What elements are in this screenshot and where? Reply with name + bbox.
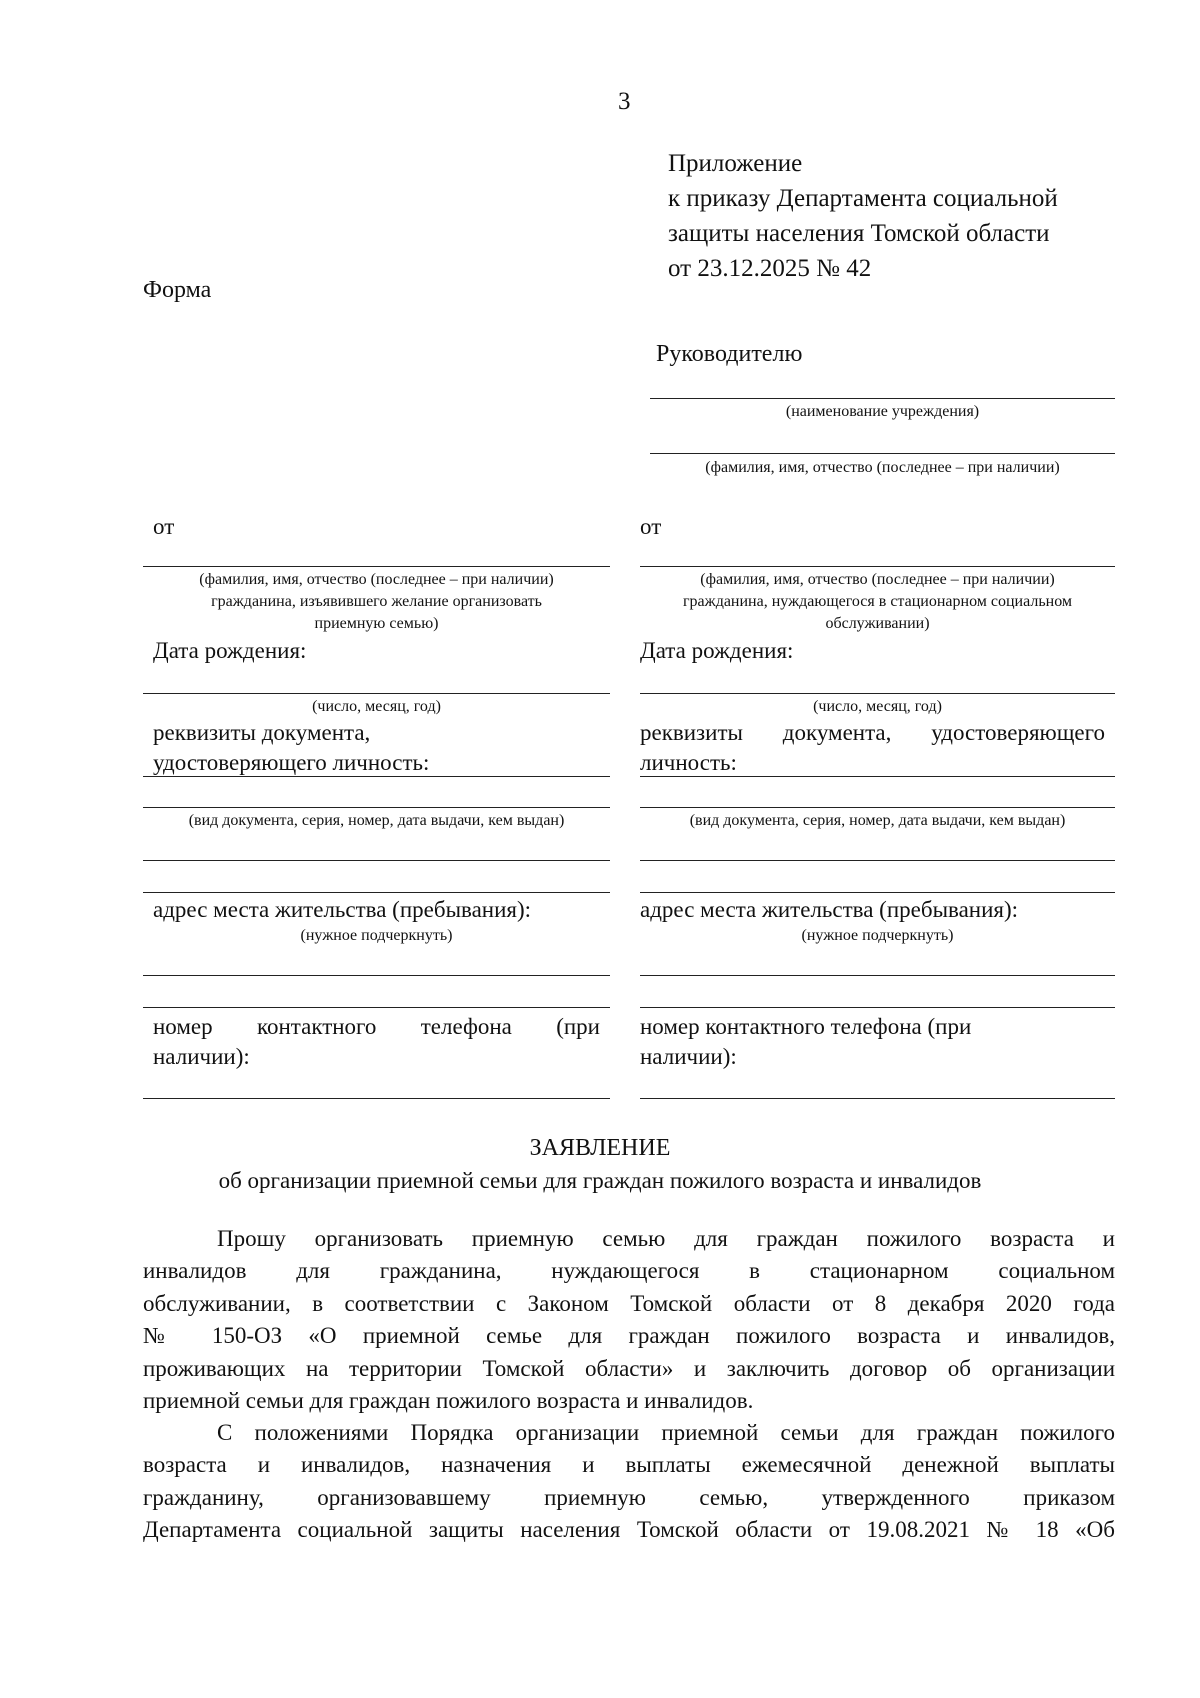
left-birth-caption: (число, месяц, год) (312, 698, 441, 715)
left-from-label: от (153, 514, 175, 539)
caption-line: гражданина, изъявившего желание организовать (211, 593, 542, 610)
right-fio-caption (640, 569, 1115, 635)
right-address-label: адрес места жительства (пребывания): (640, 897, 1019, 922)
appendix-line: к приказу Департамента социальной (668, 185, 1058, 212)
label-line: реквизиты документа, удостоверяющего (640, 720, 1105, 745)
right-birth-line[interactable] (640, 693, 1115, 694)
paragraph-line: гражданину, организовавшему приемную семью, утвержденного приказом (143, 1484, 1115, 1510)
left-fio-caption (143, 569, 610, 635)
right-address-line-2[interactable] (640, 1007, 1115, 1008)
right-doc-line-4[interactable] (640, 892, 1115, 893)
left-address-line-1[interactable] (143, 975, 610, 976)
head-fio-caption: (фамилия, имя, отчество (последнее – при наличии) (705, 459, 1060, 476)
left-phone-line[interactable] (143, 1098, 610, 1099)
caption-line: (фамилия, имя, отчество (последнее – при наличии) (199, 571, 554, 588)
appendix-line: Приложение (668, 150, 803, 177)
left-address-caption: (нужное подчеркнуть) (300, 927, 453, 944)
right-phone-line[interactable] (640, 1098, 1115, 1099)
left-doc-line-3[interactable] (143, 860, 610, 861)
paragraph-line: возраста и инвалидов, назначения и выплаты ежемесячной денежной выплаты (143, 1452, 1115, 1478)
label-line: номер контактного телефона (при (640, 1014, 972, 1039)
right-doc-caption: (вид документа, серия, номер, дата выдачи, кем выдан) (689, 812, 1066, 829)
caption-line: обслуживании) (825, 615, 930, 632)
label-line: наличии): (153, 1044, 250, 1069)
statement-subtitle: об организации приемной семьи для граждан пожилого возраста и инвалидов (218, 1168, 982, 1193)
paragraph-line: № 150-ОЗ «О приемной семье для граждан пожилого возраста и инвалидов, (143, 1323, 1115, 1349)
left-address-line-2[interactable] (143, 1007, 610, 1008)
appendix-line: защиты населения Томской области (668, 220, 1050, 247)
right-doc-label (640, 718, 1105, 778)
form-label: Форма (143, 277, 212, 303)
page-number: 3 (618, 88, 631, 115)
body-paragraph-2 (143, 1417, 1115, 1547)
caption-line: (фамилия, имя, отчество (последнее – при наличии) (700, 571, 1055, 588)
paragraph-line: Прошу организовать приемную семью для граждан пожилого возраста и (217, 1226, 1115, 1251)
right-fio-line[interactable] (640, 566, 1115, 567)
institution-line[interactable] (650, 398, 1115, 399)
left-doc-label (153, 718, 429, 778)
left-fio-line[interactable] (143, 566, 610, 567)
label-line: наличии): (640, 1044, 737, 1069)
paragraph-line: приемной семьи для граждан пожилого возраста и инвалидов. (143, 1388, 754, 1414)
right-birth-caption: (число, месяц, год) (813, 698, 942, 715)
left-birth-label: Дата рождения: (153, 638, 307, 663)
right-phone-label (640, 1012, 971, 1072)
right-doc-line-3[interactable] (640, 860, 1115, 861)
right-from-label: от (640, 514, 662, 539)
addressee-title: Руководителю (656, 341, 803, 367)
paragraph-line: Департамента социальной защиты населения Томской области от 19.08.2021 № 18 «Об (143, 1517, 1115, 1543)
caption-line: гражданина, нуждающегося в стационарном социальном (682, 593, 1073, 610)
right-address-caption: (нужное подчеркнуть) (801, 927, 954, 944)
left-doc-line-2[interactable] (143, 807, 610, 808)
appendix-block (668, 146, 1058, 286)
caption-line: приемную семью) (314, 615, 439, 632)
paragraph-line: инвалидов для гражданина, нуждающегося в стационарном социальном (143, 1258, 1115, 1284)
appendix-line: от 23.12.2025 № 42 (668, 255, 872, 282)
left-doc-line-1[interactable] (143, 776, 610, 777)
label-line: удостоверяющего личность: (153, 750, 430, 775)
paragraph-line: проживающих на территории Томской области» и заключить договор об организации (143, 1355, 1115, 1381)
right-address-line-1[interactable] (640, 975, 1115, 976)
label-line: номер контактного телефона (при (153, 1014, 600, 1039)
right-birth-label: Дата рождения: (640, 638, 794, 663)
left-doc-caption: (вид документа, серия, номер, дата выдачи, кем выдан) (188, 812, 565, 829)
left-doc-line-4[interactable] (143, 892, 610, 893)
left-phone-label (153, 1012, 600, 1072)
right-doc-line-2[interactable] (640, 807, 1115, 808)
label-line: реквизиты документа, (153, 720, 371, 745)
left-birth-line[interactable] (143, 693, 610, 694)
body-paragraph-1 (143, 1223, 1115, 1417)
statement-title: ЗАЯВЛЕНИЕ (529, 1135, 671, 1161)
left-address-label: адрес места жительства (пребывания): (153, 897, 532, 922)
institution-caption: (наименование учреждения) (785, 403, 980, 420)
paragraph-line: обслуживании, в соответствии с Законом Томской области от 8 декабря 2020 года (143, 1290, 1115, 1316)
head-fio-line[interactable] (650, 453, 1115, 454)
right-doc-line-1[interactable] (640, 776, 1115, 777)
paragraph-line: С положениями Порядка организации приемной семьи для граждан пожилого (217, 1420, 1115, 1445)
label-line: личность: (640, 750, 737, 775)
